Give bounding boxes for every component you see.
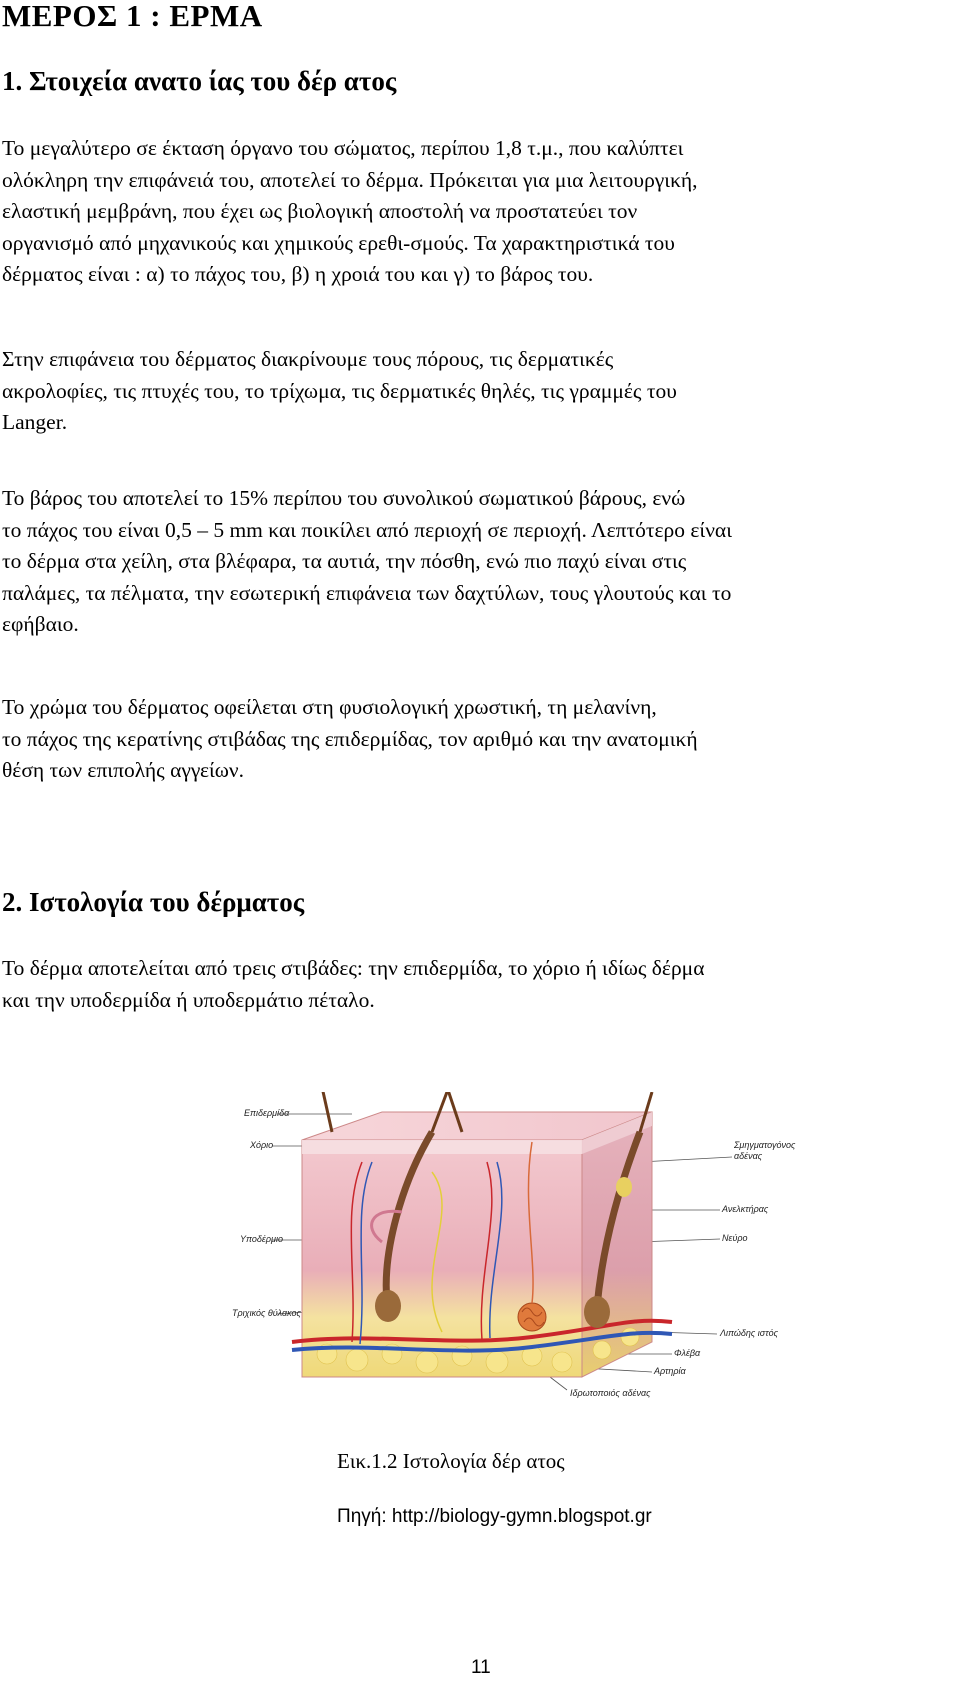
- skin-diagram: [232, 1092, 822, 1412]
- paragraph-5: [2, 953, 957, 1016]
- label-vein: Φλέβα: [674, 1348, 701, 1358]
- paragraph-4: [2, 692, 957, 787]
- text-line: Το δέρμα αποτελείται από τρεις στιβάδες: την επιδερμίδα, το χόριο ή ιδίως δέρμα: [2, 956, 705, 980]
- label-arrector: Ανελκτήρας: [722, 1204, 769, 1214]
- text-line: οργανισμό από μηχανικούς και χημικούς ερεθι-σμούς. Τα χαρακτηριστικά του: [2, 230, 675, 255]
- paragraph-2: [2, 344, 957, 439]
- text-line: Langer.: [2, 410, 68, 434]
- text-line: Το χρώμα του δέρματος οφείλεται στη φυσιολογική χρωστική, τη μελανίνη,: [2, 695, 657, 719]
- label-dermis: Χόριο: [250, 1140, 274, 1150]
- text-line: Το μεγαλύτερο σε έκταση όργανο του σώματος, περίπου 1,8 τ.μ., που καλύπτει: [2, 136, 684, 160]
- text-line: ακρολοφίες, τις πτυχές του, το τρίχωμα, τις δερματικές θηλές, τις γραμμές του: [2, 378, 677, 403]
- text-line: Το βάρος του αποτελεί το 15% περίπου του συνολικού σωματικού βάρους, ενώ: [2, 486, 686, 510]
- text-line: θέση των επιπολής αγγείων.: [2, 758, 245, 782]
- paragraph-1: [2, 133, 957, 291]
- label-hypodermis: Υποδέρμιο: [240, 1234, 283, 1244]
- text-line: το δέρμα στα χείλη, στα βλέφαρα, τα αυτιά, την πόσθη, ενώ πιο παχύ είναι στις: [2, 549, 687, 573]
- label-nerve: Νεύρο: [722, 1233, 748, 1243]
- label-artery: Αρτηρία: [654, 1366, 686, 1376]
- text-line: ελαστική μεμβράνη, που έχει ως βιολογική αποστολή να προστατεύει τον: [2, 199, 638, 223]
- label-sebaceous: Σμηγματογόνος αδένας: [734, 1140, 796, 1161]
- page-number: 11: [471, 1657, 491, 1678]
- label-sweat-gland: Ιδρωτοποιός αδένας: [570, 1388, 651, 1398]
- paragraph-3: [2, 483, 957, 641]
- text-line: και την υποδερμίδα ή υποδερμάτιο πέταλο.: [2, 987, 375, 1012]
- text-line: ολόκληρη την επιφάνειά του, αποτελεί το δέρμα. Πρόκειται για μια λειτουργική,: [2, 167, 698, 192]
- section-1-title: 1. Στοιχεία ανατο ίας του δέρ ατος: [2, 66, 397, 96]
- text-line: το πάχος του είναι 0,5 – 5 mm και ποικίλει από περιοχή σε περιοχή. Λεπτότερο είναι: [2, 517, 732, 542]
- label-epidermis: Επιδερμίδα: [244, 1108, 290, 1118]
- label-follicle: Τριχικός θύλακος: [232, 1308, 301, 1318]
- text-line: παλάμες, τα πέλματα, την εσωτερική επιφάνεια των δαχτύλων, τους γλουτούς και το: [2, 580, 732, 605]
- text-line: το πάχος της κερατίνης στιβάδας της επιδερμίδας, τον αριθμό και την ανατομική: [2, 726, 698, 751]
- label-adipose: Λιπώδης ιστός: [720, 1328, 778, 1338]
- text-line: Στην επιφάνεια του δέρματος διακρίνουμε τους πόρους, τις δερματικές: [2, 347, 614, 371]
- figure-caption: Εικ.1.2 Ιστολογία δέρ ατος: [337, 1449, 565, 1473]
- figure-source: Πηγή: http://biology-gymn.blogspot.gr: [337, 1506, 652, 1527]
- sebaceous-gland: [616, 1177, 632, 1197]
- part-title: ΜΕΡΟΣ 1 : ΕΡΜΑ: [2, 0, 263, 33]
- section-2-title: 2. Ιστολογία του δέρματος: [2, 887, 305, 917]
- text-line: δέρματος είναι : α) το πάχος του, β) η χροιά του και γ) το βάρος του.: [2, 262, 594, 286]
- text-line: εφήβαιο.: [2, 612, 79, 636]
